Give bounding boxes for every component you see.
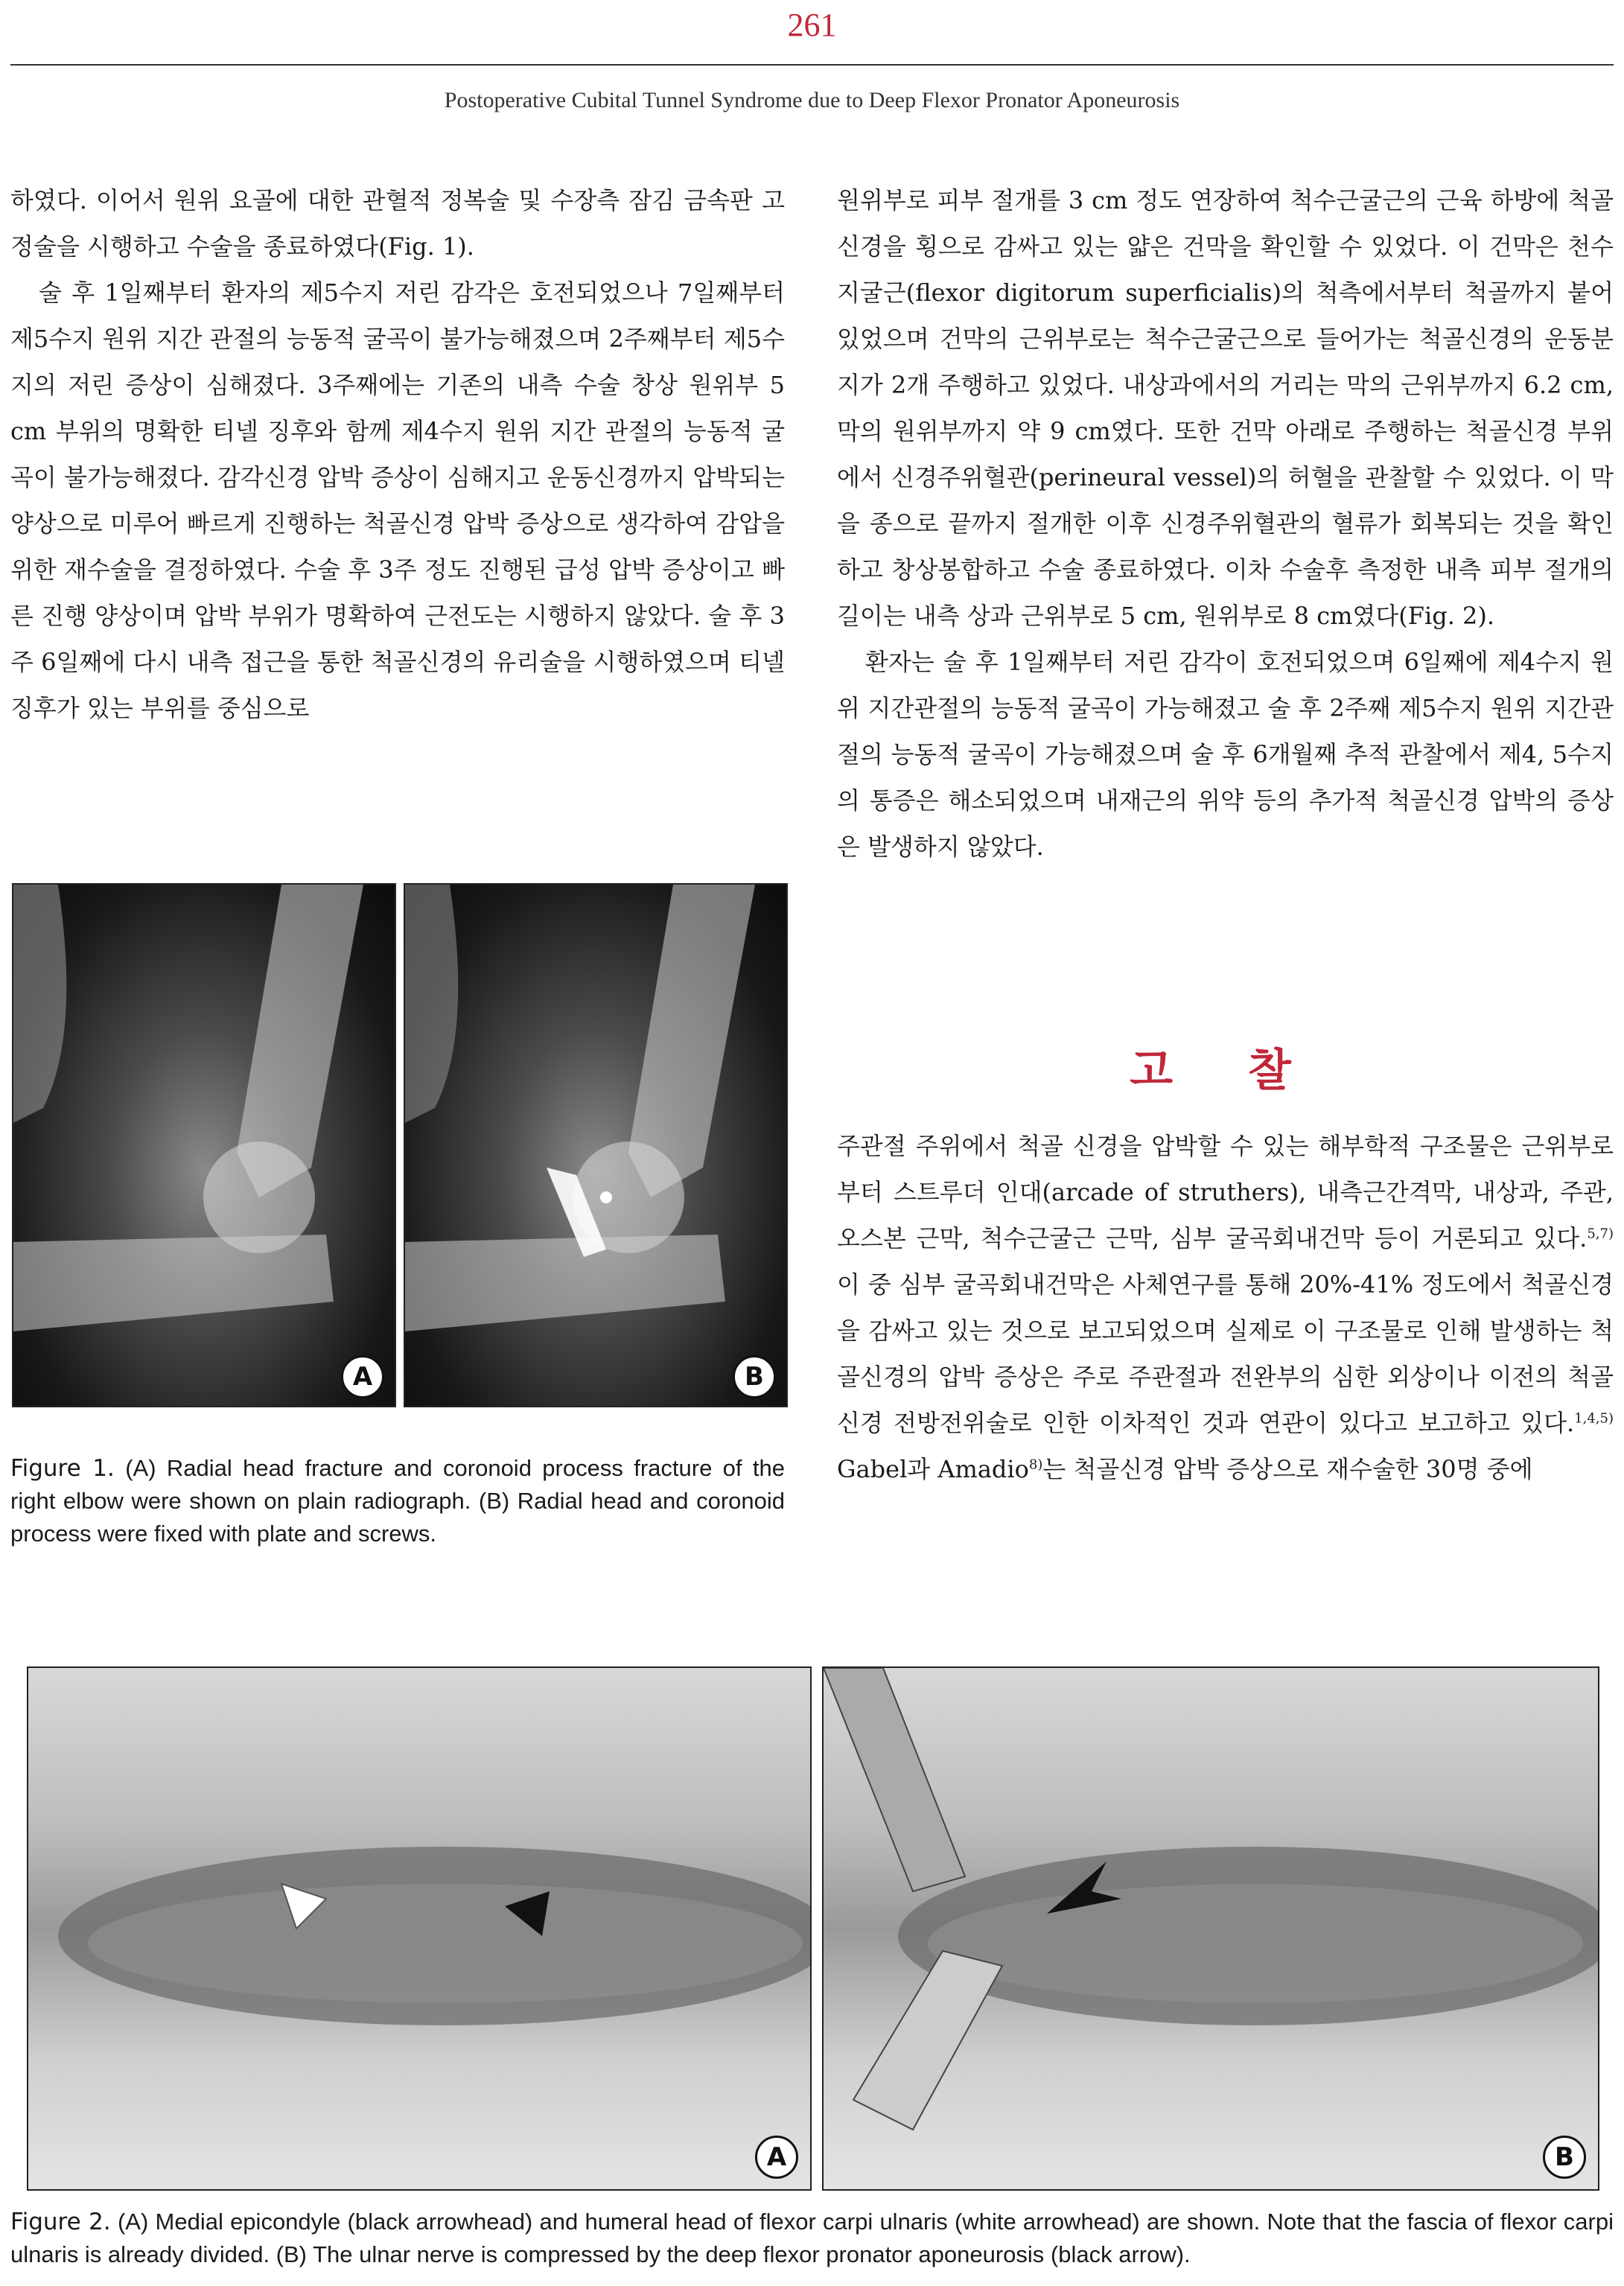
paragraph: 하였다. 이어서 원위 요골에 대한 관혈적 정복술 및 수장측 잠김 금속판 고정술을 시행하고 수술을 종료하였다(Fig. 1). — [10, 186, 785, 261]
elbow-xray-image — [13, 885, 395, 1406]
paragraph — [837, 1123, 1614, 1492]
running-title: Postoperative Cubital Tunnel Syndrome due to Deep Flexor Pronator Aponeurosis — [444, 88, 1180, 112]
figure2-panel-a-photo — [27, 1666, 812, 2191]
paragraph: 환자는 술 후 1일째부터 저린 감각이 호전되었으며 6일째에 제4수지 원위 지간관절의 능동적 굴곡이 가능해졌고 술 후 2주째 제5수지 원위 지간관절의 능동적 굴곡이 가능해졌으며 술 후 6개월째 추적 관찰에서 제4, 5수지의 통증은 해소되었으며 내재근의 위약 등의 추가적 척골신경 압박의 증상은 발생하지 않았다. — [837, 648, 1614, 861]
text-run: Gabel과 Amadio — [837, 1455, 1029, 1483]
paragraph: 술 후 1일째부터 환자의 제5수지 저린 감각은 호전되었으나 7일째부터 제5수지 원위 지간 관절의 능동적 굴곡이 불가능해졌으며 2주째부터 제5수지의 저린 증상이 심해졌다. 3주째에는 기존의 내측 수술 창상 원위부 5 cm 부위의 명확한 티넬 징후와 함께 제4수지 원위 지간 관절의 능동적 굴곡이 불가능해졌다. 감각신경 압박 증상이 심해지고 운동신경까지 압박되는 양상으로 미루어 빠르게 진행하는 척골신경 압박 증상으로 생각하여 감압을 위한 재수술을 결정하였다. 수술 후 3주 정도 진행된 급성 압박 증상이고 빠른 진행 양상이며 압박 부위가 명확하여 근전도는 시행하지 않았다. 술 후 3주 6일째에 다시 내측 접근을 통한 척골신경의 유리술을 시행하였으며 티넬 징후가 있는 부위를 중심으로 — [10, 278, 785, 722]
text-run: 주관절 주위에서 척골 신경을 압박할 수 있는 해부학적 구조물은 근위부로부터 스트루더 인대(arcade of struthers), 내측근간격막, 내상과, 주관, 오스본 근막, 척수근굴근 근막, 심부 굴곡회내건막 등이 거론되고 있다. — [837, 1132, 1614, 1252]
figure2-caption — [10, 2206, 1614, 2271]
citation: 8) — [1028, 1456, 1043, 1473]
figure1-caption — [10, 1452, 785, 1550]
caption-text: (A) Radial head fracture and coronoid process fracture of the right elbow were shown on plain radiograph. (B) Radial head and coronoid process were fixed with plate and screws. — [10, 1455, 785, 1547]
page-number: 261 — [787, 7, 837, 43]
figure1-panel-b-radiograph — [404, 883, 788, 1407]
figure1-panel-a-radiograph — [12, 883, 396, 1407]
panel-label: A — [755, 2136, 798, 2179]
text-run: 는 척골신경 압박 증상으로 재수술한 30명 중에 — [1042, 1455, 1533, 1483]
caption-label: Figure 1. — [10, 1455, 115, 1482]
surgical-photo-image — [28, 1668, 810, 2189]
section-heading: 고 찰 — [1130, 1045, 1321, 1097]
text-run: 이 중 심부 굴곡회내건막은 사체연구를 통해 20%-41% 정도에서 척골신경을 감싸고 있는 것으로 보고되었으며 실제로 이 구조물로 인해 발생하는 척골신경의 압박 증상은 주로 주관절과 전완부의 심한 외상이나 이전의 척골신경 전방전위술로 인한 이차적인 것과 연관이 있다고 보고하고 있다. — [837, 1270, 1614, 1437]
right-column — [837, 177, 1614, 870]
header-rule — [10, 64, 1614, 66]
caption-label: Figure 2. — [10, 2209, 111, 2235]
surgical-photo-image — [824, 1668, 1598, 2189]
panel-label: B — [1543, 2136, 1586, 2179]
caption-text: (A) Medial epicondyle (black arrowhead) and humeral head of flexor carpi ulnaris (white arrowhead) are shown. Note that the fascia of flexor carpi ulnaris is already divided. (B) The ulnar nerve is compressed by the deep flexor pronator aponeurosis (black arrow). — [10, 2209, 1614, 2267]
panel-label: A — [341, 1355, 384, 1398]
right-column-discussion — [837, 1123, 1614, 1492]
citation: 5,7) — [1587, 1226, 1614, 1242]
panel-label: B — [733, 1355, 776, 1398]
elbow-xray-image — [405, 885, 786, 1406]
left-column — [10, 177, 785, 731]
citation: 1,4,5) — [1574, 1410, 1614, 1427]
figure2-panel-b-photo — [822, 1666, 1599, 2191]
paragraph: 원위부로 피부 절개를 3 cm 정도 연장하여 척수근굴근의 근육 하방에 척골신경을 횡으로 감싸고 있는 얇은 건막을 확인할 수 있었다. 이 건막은 천수지굴근(flexor digitorum superficialis)의 척측에서부터 척골까지 붙어 있었으며 건막의 근위부로는 척수근굴근으로 들어가는 척골신경의 운동분지가 2개 주행하고 있었다. 내상과에서의 거리는 막의 근위부까지 6.2 cm, 막의 원위부까지 약 9 cm였다. 또한 건막 아래로 주행하는 척골신경 부위에서 신경주위혈관(perineural vessel)의 허혈을 관찰할 수 있었다. 이 막을 종으로 끝까지 절개한 이후 신경주위혈관의 혈류가 회복되는 것을 확인하고 창상봉합하고 수술 종료하였다. 이차 수술후 측정한 내측 피부 절개의 길이는 내측 상과 근위부로 5 cm, 원위부로 8 cm였다(Fig. 2). — [837, 186, 1614, 630]
